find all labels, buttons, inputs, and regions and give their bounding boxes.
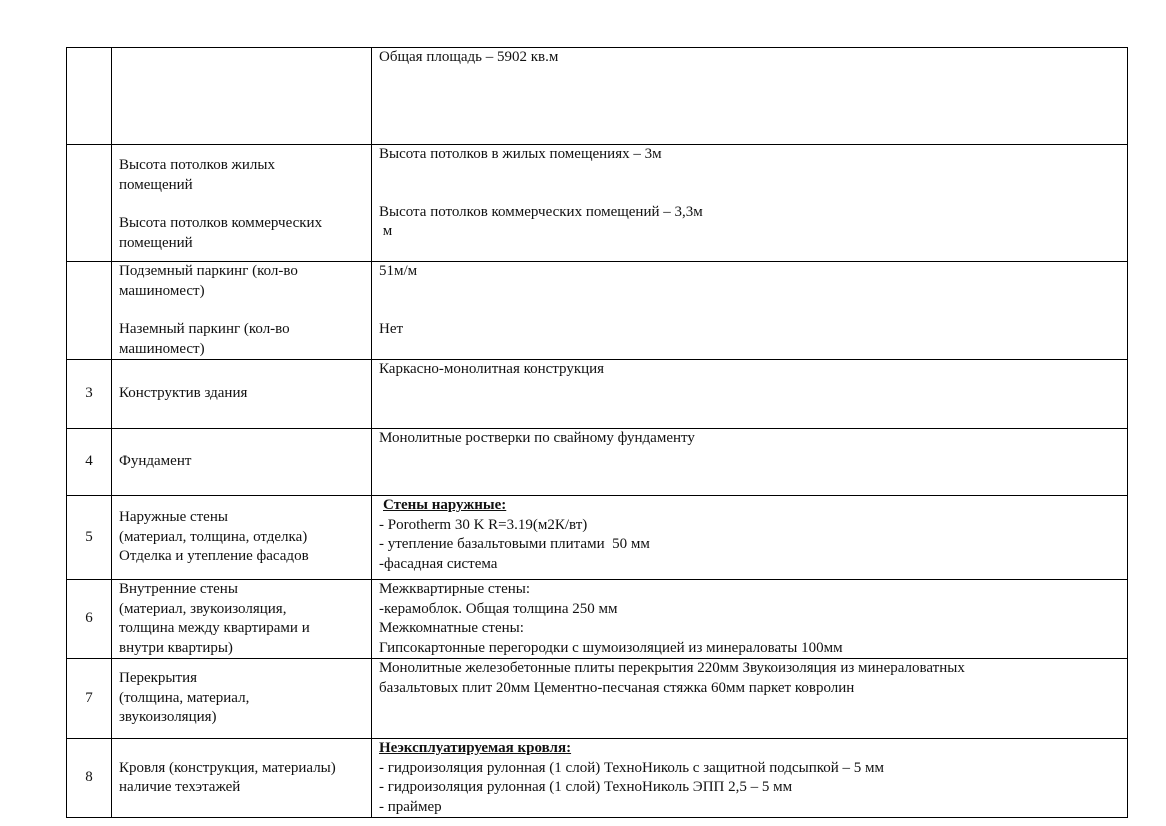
value-line: базальтовых плит 20мм Цементно-песчаная стяжка 60мм паркет ковролин [379, 679, 855, 696]
table-row [67, 48, 1128, 145]
spacer [119, 195, 365, 214]
value-cell [372, 659, 1128, 739]
parameter-line: Отделка и утепление фасадов [119, 548, 309, 565]
parameter-line: наличие техэтажей [119, 779, 241, 795]
value-line: Монолитные ростверки по свайному фундаменту [379, 430, 695, 446]
value-line: - гидроизоляция рулонная (1 слой) ТехноНиколь с защитной подсыпкой – 5 мм [379, 759, 885, 776]
parameter-line: звукоизоляция) [119, 709, 217, 726]
value-line: 51м/м [379, 263, 418, 279]
value-cell [372, 262, 1128, 360]
value-section-header: Стены наружные: [383, 497, 507, 513]
value-line: Общая площадь – 5902 кв.м [379, 49, 559, 65]
parameter-line: Наружные стены [119, 509, 228, 526]
spacer [379, 282, 1121, 320]
parameter-line: Кровля (конструкция, материалы) [119, 759, 336, 776]
value-cell [372, 360, 1128, 429]
value-line: -керамоблок. Общая толщина 250 мм [379, 600, 618, 617]
parameter-line: машиномест) [119, 282, 205, 299]
value-cell [372, 429, 1128, 496]
parameter-cell [112, 48, 372, 145]
specification-table [66, 47, 1128, 818]
parameter-line: толщина между квартирами и [119, 620, 310, 636]
parameter-line: Перекрытия [119, 670, 197, 687]
parameter-line: помещений [119, 234, 193, 251]
parameter-line: внутри квартиры) [119, 639, 233, 656]
table-row [67, 659, 1128, 739]
parameter-line: Фундамент [119, 453, 192, 470]
spacer [379, 165, 1121, 203]
value-line: Межквартирные стены: [379, 581, 531, 597]
parameter-line: Высота потолков жилых [119, 157, 275, 173]
table-row [67, 429, 1128, 496]
row-number [67, 262, 112, 360]
parameter-cell [112, 739, 372, 818]
value-line: Монолитные железобетонные плиты перекрытия 220мм Звукоизоляция из минераловатных [379, 660, 965, 676]
parameter-cell [112, 429, 372, 496]
value-line: Нет [379, 320, 404, 337]
parameter-line: машиномест) [119, 340, 205, 357]
value-line: Межкомнатные стены: [379, 620, 524, 636]
value-cell [372, 48, 1128, 145]
value-line: Высота потолков в жилых помещениях – 3м [379, 146, 662, 162]
table-row [67, 360, 1128, 429]
row-number: 4 [67, 429, 112, 496]
value-line: - утепление базальтовыми плитами 50 мм [379, 536, 650, 552]
value-line: Гипсокартонные перегородки с шумоизоляцией из минераловаты 100мм [379, 639, 843, 656]
parameter-line: Подземный паркинг (кол-во [119, 263, 298, 279]
row-number: 6 [67, 580, 112, 659]
parameter-line: помещений [119, 176, 193, 193]
value-line: м [379, 223, 393, 239]
row-number [67, 48, 112, 145]
value-line: - праймер [379, 798, 442, 815]
parameter-cell [112, 360, 372, 429]
spacer [119, 301, 365, 320]
table-row [67, 145, 1128, 262]
value-line: - Porotherm 30 K R=3.19(м2К/вт) [379, 516, 588, 533]
value-cell [372, 496, 1128, 580]
table-row [67, 580, 1128, 659]
value-cell [372, 739, 1128, 818]
row-number: 3 [67, 360, 112, 429]
parameter-cell [112, 580, 372, 659]
row-number: 5 [67, 496, 112, 580]
parameter-line: (материал, звукоизоляция, [119, 600, 287, 617]
table-row [67, 262, 1128, 360]
parameter-line: Высота потолков коммерческих [119, 215, 323, 231]
value-section-header: Неэксплуатируемая кровля: [379, 740, 572, 756]
parameter-line: (толщина, материал, [119, 689, 250, 706]
table-row [67, 496, 1128, 580]
row-number: 7 [67, 659, 112, 739]
table-row [67, 739, 1128, 818]
parameter-line: (материал, толщина, отделка) [119, 528, 308, 545]
parameter-cell [112, 145, 372, 262]
parameter-cell [112, 262, 372, 360]
value-cell [372, 580, 1128, 659]
value-line: Высота потолков коммерческих помещений – 3,3м [379, 203, 703, 220]
value-line: Каркасно-монолитная конструкция [379, 361, 605, 377]
row-number: 8 [67, 739, 112, 818]
parameter-line: Внутренние стены [119, 581, 238, 597]
value-line: -фасадная система [379, 555, 498, 572]
value-line: - гидроизоляция рулонная (1 слой) ТехноНиколь ЭПП 2,5 – 5 мм [379, 779, 793, 795]
parameter-cell [112, 659, 372, 739]
row-number [67, 145, 112, 262]
value-cell [372, 145, 1128, 262]
parameter-cell [112, 496, 372, 580]
parameter-line: Конструктив здания [119, 385, 248, 402]
parameter-line: Наземный паркинг (кол-во [119, 321, 290, 337]
